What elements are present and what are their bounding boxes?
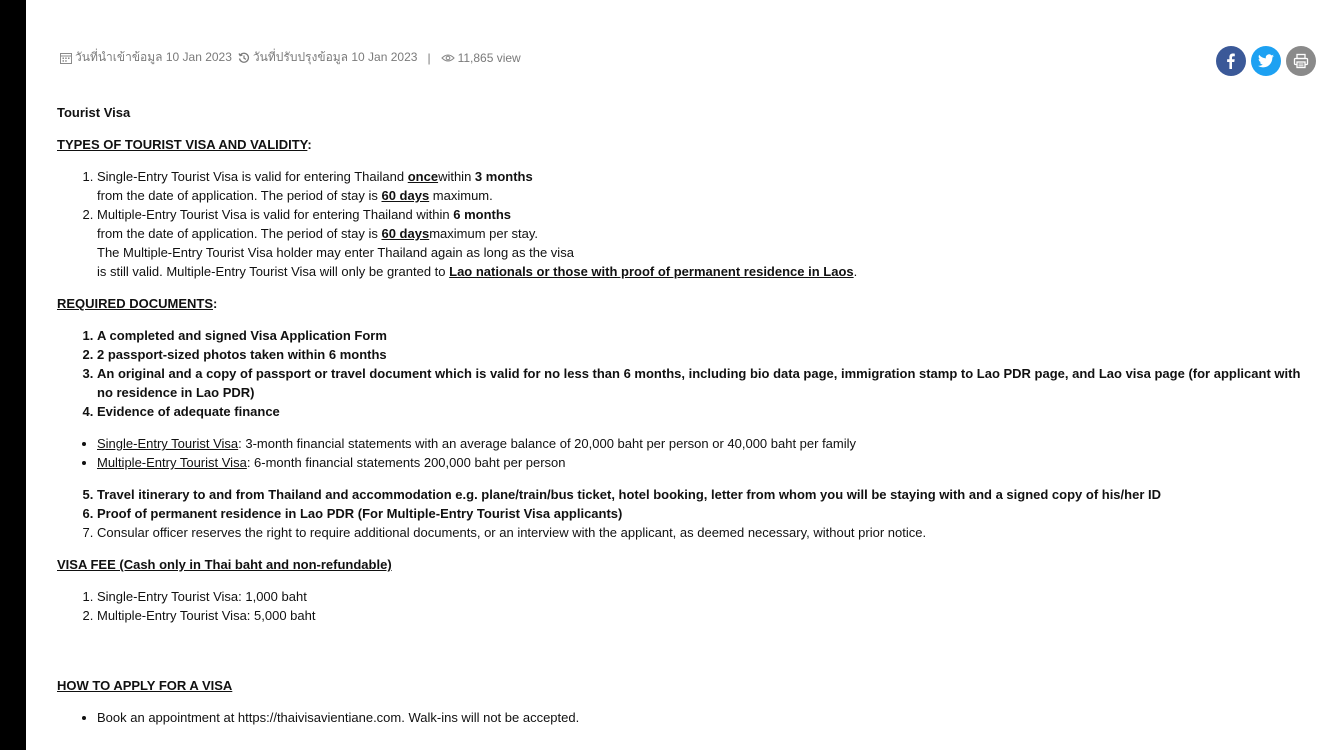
item-text: is still valid. Multiple-Entry Tourist Visa will only be granted to	[97, 264, 450, 279]
visa-fee-heading: VISA FEE (Cash only in Thai baht and non-refundable)	[57, 557, 392, 572]
list-item: 4. Evidence of adequate finance	[97, 402, 1319, 421]
facebook-icon	[1223, 53, 1239, 69]
list-item	[97, 167, 1319, 205]
twitter-icon	[1258, 54, 1274, 68]
types-heading	[57, 135, 1319, 154]
meta-separator: |	[427, 50, 431, 65]
item-emphasis: 60 days	[381, 188, 430, 203]
item-text: Multiple-Entry Tourist Visa is valid for entering Thailand within	[97, 207, 454, 222]
eye-icon	[441, 53, 455, 63]
article-meta	[60, 48, 521, 67]
item-text: within	[438, 169, 475, 184]
finance-label: Multiple-Entry Tourist Visa	[97, 455, 247, 470]
printer-icon	[1293, 53, 1309, 69]
item-emphasis: Lao nationals or those with proof of permanent residence in Laos	[449, 264, 854, 279]
how-to-apply-heading: HOW TO APPLY FOR A VISA	[57, 678, 233, 693]
item-emphasis: 6 months	[453, 207, 512, 222]
list-item: 2. Multiple-Entry Tourist Visa: 5,000 baht	[97, 606, 1319, 625]
item-text: .	[853, 264, 858, 279]
list-item	[97, 453, 1319, 472]
finance-text: : 6-month financial statements 200,000 baht per person	[246, 455, 566, 470]
item-text: The Multiple-Entry Tourist Visa holder may enter Thailand again as long as the visa	[97, 245, 574, 260]
visa-types-list	[57, 167, 1319, 281]
page-title: Tourist Visa	[57, 105, 131, 120]
view-count: 11,865 view	[457, 50, 521, 65]
item-text: maximum per stay.	[429, 226, 539, 241]
item-text: from the date of application. The period of stay is	[97, 188, 382, 203]
left-side-bar	[0, 0, 26, 750]
list-item: 1. A completed and signed Visa Application Form	[97, 326, 1319, 345]
documents-list-continued	[57, 485, 1319, 542]
list-item: 3. An original and a copy of passport or travel document which is valid for no less than 6 months, including bio data page, immigration stamp to Lao PDR page, and Lao visa page (for applicant with no residence in Lao PDR)	[97, 364, 1319, 402]
list-item	[97, 434, 1319, 453]
list-item: • Book an appointment at https://thaivisavientiane.com. Walk-ins will not be accepted.	[97, 708, 1319, 727]
fee-list	[57, 587, 1319, 625]
finance-label: Single-Entry Tourist Visa	[97, 436, 239, 451]
types-heading-text: TYPES OF TOURIST VISA AND VALIDITY	[57, 137, 308, 152]
apply-list	[57, 708, 1319, 727]
finance-list	[57, 434, 1319, 472]
documents-heading	[57, 294, 1319, 313]
article-content	[57, 103, 1319, 740]
finance-text: : 3-month financial statements with an average balance of 20,000 baht per person or 40,000 baht per family	[238, 436, 857, 451]
spacer	[57, 638, 1319, 676]
imported-date: วันที่นำเข้าข้อมูล 10 Jan 2023	[75, 50, 232, 64]
item-emphasis: once	[407, 169, 439, 184]
list-item	[97, 205, 1319, 281]
item-text: from the date of application. The period of stay is	[97, 226, 382, 241]
list-item: 6. Proof of permanent residence in Lao PDR (For Multiple-Entry Tourist Visa applicants)	[97, 504, 1319, 523]
types-heading-suffix: :	[307, 137, 312, 152]
history-icon	[238, 52, 250, 64]
item-emphasis: 60 days	[381, 226, 430, 241]
facebook-share-button[interactable]	[1216, 46, 1246, 76]
documents-list	[57, 326, 1319, 421]
list-item: 1. Single-Entry Tourist Visa: 1,000 baht	[97, 587, 1319, 606]
item-emphasis: 3 months	[474, 169, 533, 184]
list-item: 5. Travel itinerary to and from Thailand and accommodation e.g. plane/train/bus ticket, hotel booking, letter from whom you will be staying with and a signed copy of his/her ID	[97, 485, 1319, 504]
item-text: Single-Entry Tourist Visa is valid for entering Thailand	[97, 169, 408, 184]
list-item: 7. Consular officer reserves the right to require additional documents, or an interview with the applicant, as deemed necessary, without prior notice.	[97, 523, 1319, 542]
updated-date: วันที่ปรับปรุงข้อมูล 10 Jan 2023	[252, 50, 418, 64]
item-text: maximum.	[429, 188, 493, 203]
twitter-share-button[interactable]	[1251, 46, 1281, 76]
share-buttons	[1211, 46, 1316, 76]
list-item: 2. 2 passport-sized photos taken within 6 months	[97, 345, 1319, 364]
calendar-icon	[60, 52, 72, 64]
documents-heading-suffix: :	[213, 296, 218, 311]
print-button[interactable]	[1286, 46, 1316, 76]
documents-heading-text: REQUIRED DOCUMENTS	[57, 296, 214, 311]
